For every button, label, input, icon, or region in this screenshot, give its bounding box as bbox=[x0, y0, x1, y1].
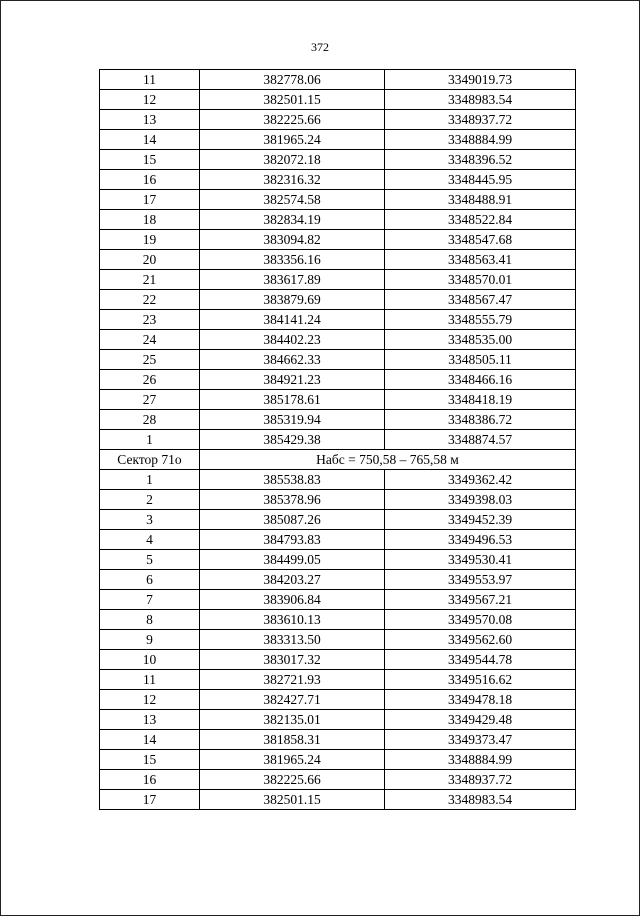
point-number-cell: 22 bbox=[100, 290, 200, 310]
y-coordinate-cell: 3348937.72 bbox=[385, 110, 576, 130]
table-row bbox=[100, 470, 576, 490]
y-coordinate-cell: 3348983.54 bbox=[385, 790, 576, 810]
sector-header-row bbox=[100, 450, 576, 470]
y-coordinate-cell: 3348563.41 bbox=[385, 250, 576, 270]
point-number-cell: 15 bbox=[100, 150, 200, 170]
x-coordinate-cell: 382721.93 bbox=[200, 670, 385, 690]
x-coordinate-cell: 384203.27 bbox=[200, 570, 385, 590]
section-2-rows bbox=[100, 470, 576, 810]
y-coordinate-cell: 3349429.48 bbox=[385, 710, 576, 730]
table-row bbox=[100, 650, 576, 670]
table-row bbox=[100, 490, 576, 510]
x-coordinate-cell: 383356.16 bbox=[200, 250, 385, 270]
y-coordinate-cell: 3349398.03 bbox=[385, 490, 576, 510]
section-1-rows bbox=[100, 70, 576, 450]
y-coordinate-cell: 3348396.52 bbox=[385, 150, 576, 170]
y-coordinate-cell: 3348445.95 bbox=[385, 170, 576, 190]
table-row bbox=[100, 310, 576, 330]
x-coordinate-cell: 385378.96 bbox=[200, 490, 385, 510]
point-number-cell: 15 bbox=[100, 750, 200, 770]
x-coordinate-cell: 384921.23 bbox=[200, 370, 385, 390]
x-coordinate-cell: 382135.01 bbox=[200, 710, 385, 730]
table-row bbox=[100, 750, 576, 770]
sector-header bbox=[100, 450, 576, 470]
x-coordinate-cell: 383879.69 bbox=[200, 290, 385, 310]
table-row bbox=[100, 330, 576, 350]
y-coordinate-cell: 3348488.91 bbox=[385, 190, 576, 210]
table-row bbox=[100, 610, 576, 630]
point-number-cell: 2 bbox=[100, 490, 200, 510]
x-coordinate-cell: 384141.24 bbox=[200, 310, 385, 330]
point-number-cell: 14 bbox=[100, 130, 200, 150]
y-coordinate-cell: 3349478.18 bbox=[385, 690, 576, 710]
point-number-cell: 16 bbox=[100, 170, 200, 190]
y-coordinate-cell: 3348567.47 bbox=[385, 290, 576, 310]
table-row bbox=[100, 770, 576, 790]
x-coordinate-cell: 382778.06 bbox=[200, 70, 385, 90]
x-coordinate-cell: 383610.13 bbox=[200, 610, 385, 630]
table-row bbox=[100, 410, 576, 430]
point-number-cell: 26 bbox=[100, 370, 200, 390]
x-coordinate-cell: 382225.66 bbox=[200, 770, 385, 790]
point-number-cell: 17 bbox=[100, 190, 200, 210]
point-number-cell: 11 bbox=[100, 70, 200, 90]
x-coordinate-cell: 384499.05 bbox=[200, 550, 385, 570]
x-coordinate-cell: 382225.66 bbox=[200, 110, 385, 130]
y-coordinate-cell: 3349362.42 bbox=[385, 470, 576, 490]
y-coordinate-cell: 3349567.21 bbox=[385, 590, 576, 610]
point-number-cell: 4 bbox=[100, 530, 200, 550]
point-number-cell: 13 bbox=[100, 110, 200, 130]
x-coordinate-cell: 381965.24 bbox=[200, 130, 385, 150]
point-number-cell: 10 bbox=[100, 650, 200, 670]
table-row bbox=[100, 790, 576, 810]
table-row bbox=[100, 550, 576, 570]
table-row bbox=[100, 250, 576, 270]
point-number-cell: 17 bbox=[100, 790, 200, 810]
y-coordinate-cell: 3349496.53 bbox=[385, 530, 576, 550]
table-row bbox=[100, 570, 576, 590]
point-number-cell: 1 bbox=[100, 430, 200, 450]
y-coordinate-cell: 3348386.72 bbox=[385, 410, 576, 430]
x-coordinate-cell: 383017.32 bbox=[200, 650, 385, 670]
y-coordinate-cell: 3348937.72 bbox=[385, 770, 576, 790]
table-row bbox=[100, 630, 576, 650]
table-row bbox=[100, 530, 576, 550]
point-number-cell: 18 bbox=[100, 210, 200, 230]
point-number-cell: 1 bbox=[100, 470, 200, 490]
y-coordinate-cell: 3349530.41 bbox=[385, 550, 576, 570]
point-number-cell: 6 bbox=[100, 570, 200, 590]
x-coordinate-cell: 381858.31 bbox=[200, 730, 385, 750]
x-coordinate-cell: 382834.19 bbox=[200, 210, 385, 230]
point-number-cell: 11 bbox=[100, 670, 200, 690]
y-coordinate-cell: 3348535.00 bbox=[385, 330, 576, 350]
y-coordinate-cell: 3349452.39 bbox=[385, 510, 576, 530]
table-row bbox=[100, 210, 576, 230]
sector-name: Сектор 71о bbox=[100, 450, 200, 470]
point-number-cell: 7 bbox=[100, 590, 200, 610]
table-row bbox=[100, 190, 576, 210]
point-number-cell: 20 bbox=[100, 250, 200, 270]
table-row bbox=[100, 110, 576, 130]
x-coordinate-cell: 383617.89 bbox=[200, 270, 385, 290]
y-coordinate-cell: 3349570.08 bbox=[385, 610, 576, 630]
x-coordinate-cell: 385319.94 bbox=[200, 410, 385, 430]
x-coordinate-cell: 383906.84 bbox=[200, 590, 385, 610]
point-number-cell: 8 bbox=[100, 610, 200, 630]
y-coordinate-cell: 3349373.47 bbox=[385, 730, 576, 750]
point-number-cell: 12 bbox=[100, 90, 200, 110]
table-row bbox=[100, 350, 576, 370]
y-coordinate-cell: 3349516.62 bbox=[385, 670, 576, 690]
y-coordinate-cell: 3348505.11 bbox=[385, 350, 576, 370]
x-coordinate-cell: 382316.32 bbox=[200, 170, 385, 190]
x-coordinate-cell: 385538.83 bbox=[200, 470, 385, 490]
point-number-cell: 28 bbox=[100, 410, 200, 430]
table-row bbox=[100, 130, 576, 150]
x-coordinate-cell: 385087.26 bbox=[200, 510, 385, 530]
table-row bbox=[100, 230, 576, 250]
table-row bbox=[100, 430, 576, 450]
x-coordinate-cell: 384402.23 bbox=[200, 330, 385, 350]
table-row bbox=[100, 730, 576, 750]
x-coordinate-cell: 383313.50 bbox=[200, 630, 385, 650]
x-coordinate-cell: 382501.15 bbox=[200, 90, 385, 110]
y-coordinate-cell: 3348466.16 bbox=[385, 370, 576, 390]
point-number-cell: 21 bbox=[100, 270, 200, 290]
y-coordinate-cell: 3348418.19 bbox=[385, 390, 576, 410]
point-number-cell: 13 bbox=[100, 710, 200, 730]
y-coordinate-cell: 3348547.68 bbox=[385, 230, 576, 250]
y-coordinate-cell: 3348874.57 bbox=[385, 430, 576, 450]
table-row bbox=[100, 690, 576, 710]
y-coordinate-cell: 3348983.54 bbox=[385, 90, 576, 110]
y-coordinate-cell: 3349553.97 bbox=[385, 570, 576, 590]
point-number-cell: 9 bbox=[100, 630, 200, 650]
x-coordinate-cell: 385178.61 bbox=[200, 390, 385, 410]
point-number-cell: 14 bbox=[100, 730, 200, 750]
y-coordinate-cell: 3348570.01 bbox=[385, 270, 576, 290]
coordinates-table bbox=[99, 69, 576, 810]
point-number-cell: 24 bbox=[100, 330, 200, 350]
x-coordinate-cell: 385429.38 bbox=[200, 430, 385, 450]
table-row bbox=[100, 510, 576, 530]
point-number-cell: 5 bbox=[100, 550, 200, 570]
table-row bbox=[100, 150, 576, 170]
y-coordinate-cell: 3348884.99 bbox=[385, 130, 576, 150]
sector-height-range: Набс = 750,58 – 765,58 м bbox=[200, 450, 576, 470]
y-coordinate-cell: 3349019.73 bbox=[385, 70, 576, 90]
x-coordinate-cell: 382501.15 bbox=[200, 790, 385, 810]
table-row bbox=[100, 390, 576, 410]
table-row bbox=[100, 70, 576, 90]
point-number-cell: 3 bbox=[100, 510, 200, 530]
x-coordinate-cell: 381965.24 bbox=[200, 750, 385, 770]
table-row bbox=[100, 370, 576, 390]
table-row bbox=[100, 270, 576, 290]
point-number-cell: 23 bbox=[100, 310, 200, 330]
point-number-cell: 27 bbox=[100, 390, 200, 410]
y-coordinate-cell: 3348555.79 bbox=[385, 310, 576, 330]
point-number-cell: 25 bbox=[100, 350, 200, 370]
table-row bbox=[100, 290, 576, 310]
x-coordinate-cell: 384662.33 bbox=[200, 350, 385, 370]
table-row bbox=[100, 710, 576, 730]
point-number-cell: 12 bbox=[100, 690, 200, 710]
x-coordinate-cell: 382427.71 bbox=[200, 690, 385, 710]
point-number-cell: 16 bbox=[100, 770, 200, 790]
table-row bbox=[100, 90, 576, 110]
y-coordinate-cell: 3349562.60 bbox=[385, 630, 576, 650]
table-row bbox=[100, 590, 576, 610]
table-row bbox=[100, 170, 576, 190]
x-coordinate-cell: 384793.83 bbox=[200, 530, 385, 550]
page-number: 372 bbox=[311, 40, 329, 54]
y-coordinate-cell: 3348522.84 bbox=[385, 210, 576, 230]
point-number-cell: 19 bbox=[100, 230, 200, 250]
x-coordinate-cell: 382072.18 bbox=[200, 150, 385, 170]
y-coordinate-cell: 3348884.99 bbox=[385, 750, 576, 770]
x-coordinate-cell: 383094.82 bbox=[200, 230, 385, 250]
table-row bbox=[100, 670, 576, 690]
y-coordinate-cell: 3349544.78 bbox=[385, 650, 576, 670]
x-coordinate-cell: 382574.58 bbox=[200, 190, 385, 210]
